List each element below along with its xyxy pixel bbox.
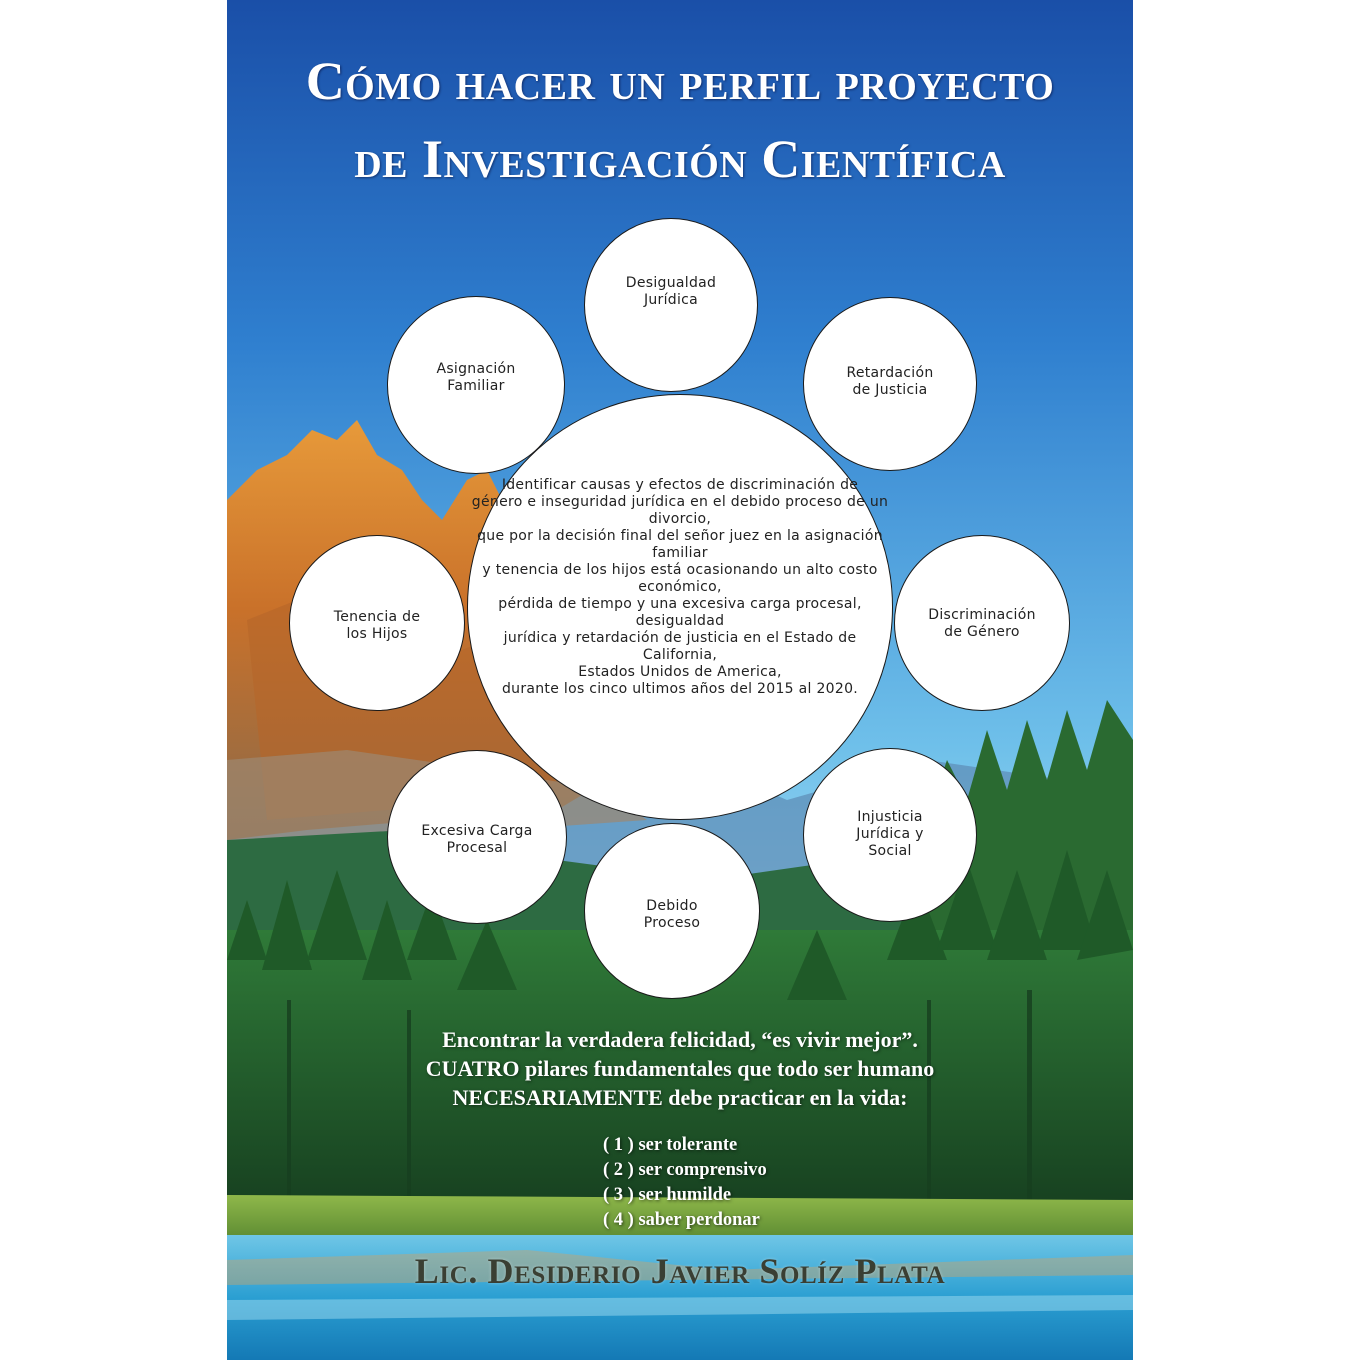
title-line-1: Cómo hacer un perfil proyecto xyxy=(305,51,1055,111)
circle-label: Debido Proceso xyxy=(643,898,701,931)
pillars-list xyxy=(603,1133,767,1233)
circle-label: Tenencia de los Hijos xyxy=(333,609,421,642)
circle-discriminacion-genero xyxy=(894,535,1070,711)
circle-label: Asignación Familiar xyxy=(436,361,516,394)
central-objective-text: Identificar causas y efectos de discriminación de género e inseguridad jurídica en el debido proceso de un divorcio, que por la decisión final del señor juez en la asignación familiar y tenencia de los hijos está ocasionando un alto costo económico, pérdida de tiempo y una excesiva carga procesal, desigualdad jurídica y retardación de justicia en el Estado de California, Estados Unidos de America, durante los cinco ultimos años del 2015 al 2020. xyxy=(471,476,889,697)
circle-debido-proceso xyxy=(584,823,760,999)
message-line-3: NECESARIAMENTE debe practicar en la vida: xyxy=(452,1085,908,1110)
circle-label: Desigualdad Jurídica xyxy=(625,275,717,308)
circle-desigualdad-juridica xyxy=(584,218,758,392)
central-objective-circle xyxy=(467,394,893,820)
pillar-item: ( 4 ) saber perdonar xyxy=(603,1210,760,1230)
pillar-item: ( 1 ) ser tolerante xyxy=(603,1135,738,1155)
pillar-item: ( 2 ) ser comprensivo xyxy=(603,1160,767,1180)
circle-retardacion-justicia xyxy=(803,297,977,471)
circle-tenencia-hijos xyxy=(289,535,465,711)
message-line-1: Encontrar la verdadera felicidad, “es vivir mejor”. xyxy=(442,1027,918,1052)
circle-label: Excesiva Carga Procesal xyxy=(421,823,533,856)
title-line-2: de Investigación Científica xyxy=(354,129,1006,189)
book-cover xyxy=(227,0,1133,1360)
circle-label: Injusticia Jurídica y Social xyxy=(856,808,924,859)
circle-label: Discriminación de Género xyxy=(928,607,1036,640)
author-name: Lic. Desiderio Javier Solíz Plata xyxy=(414,1251,946,1291)
circle-injusticia-juridica xyxy=(803,748,977,922)
circle-label: Retardación de Justicia xyxy=(846,365,934,398)
pillar-item: ( 3 ) ser humilde xyxy=(603,1185,732,1205)
message-line-2: CUATRO pilares fundamentales que todo ser humano xyxy=(425,1056,935,1081)
circle-excesiva-carga xyxy=(387,750,567,924)
